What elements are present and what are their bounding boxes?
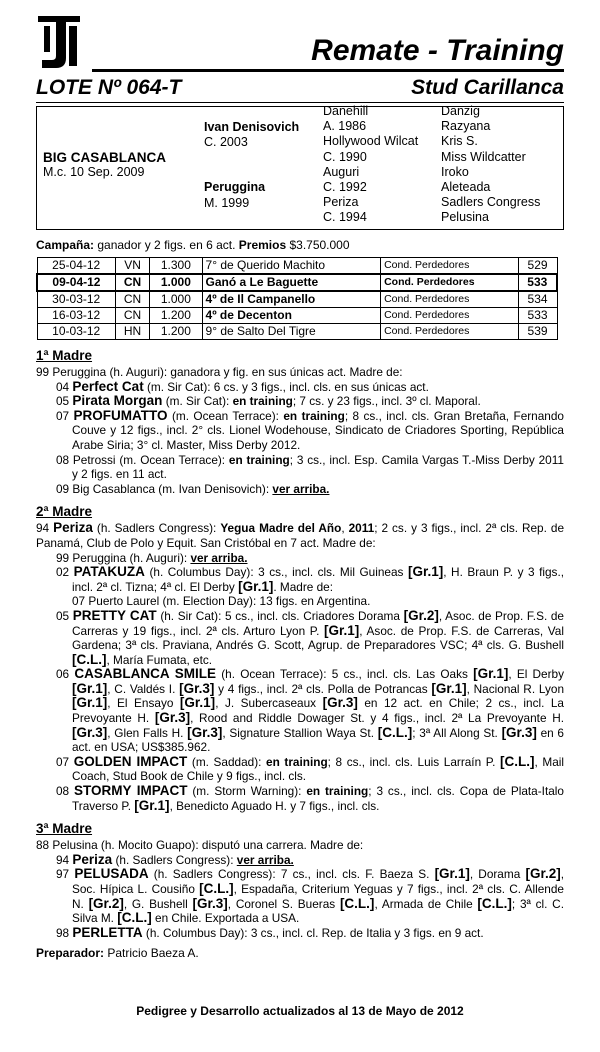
sire-name: Ivan Denisovich: [204, 120, 300, 134]
race-distance: 1.300: [150, 258, 202, 275]
ped-col4-line: Miss Wildcatter: [441, 149, 526, 164]
produce-entry: [36, 380, 564, 395]
produce-entry: [36, 867, 564, 925]
race-row: [37, 274, 557, 291]
grade-label: [Gr.3]: [192, 895, 228, 911]
text-run: 05: [56, 608, 73, 623]
horse-info: M.c. 10 Sep. 2009: [43, 165, 145, 180]
campaign-summary: [36, 238, 564, 252]
produce-name: PELUSADA: [74, 866, 149, 882]
ped-col4-line: Kris S.: [441, 134, 478, 149]
trainer-name: Patricio Baeza A.: [104, 946, 199, 961]
ped-col4-line: Sadlers Congress: [441, 195, 541, 210]
madre3-title: 3ª Madre: [36, 821, 93, 837]
text-run: ; 3ª All Along St.: [412, 725, 502, 740]
race-track: HN: [115, 324, 149, 340]
ped-col3-line: Auguri: [323, 164, 360, 179]
text-run: (m. Ocean Terrace):: [167, 408, 284, 423]
text-run: Yegua Madre del Año: [220, 521, 342, 536]
produce-entry: [36, 926, 564, 941]
text-run: 2011: [348, 521, 375, 536]
text-run: 04: [56, 379, 73, 394]
club-logo-icon: [36, 12, 82, 70]
text-run: (h. Sadlers Congress):: [92, 521, 221, 536]
produce-entry: [36, 409, 564, 453]
grade-label: [C.L.]: [72, 651, 107, 667]
ped-col3-line: Danehill: [323, 104, 369, 118]
text-run: (m. Sir Cat): 6 cs. y 3 figs., incl. cls. en sus únicas act.: [143, 379, 429, 394]
text-run: , Coronel S. Bueras: [227, 896, 340, 911]
produce-entry: [36, 565, 564, 594]
race-condition: Cond. Perdedores: [381, 274, 519, 291]
update-footer: Pedigree y Desarrollo actualizados al 13 de Mayo de 2012: [136, 1004, 464, 1018]
text-run: , El Derby: [508, 667, 564, 682]
produce-name: PRETTY CAT: [72, 607, 157, 623]
trainer-line: [36, 946, 564, 960]
text-run: ver arriba.: [272, 481, 330, 496]
race-result: 7° de Querido Machito: [202, 258, 381, 275]
madre3-intro: 88 Pelusina (h. Mocito Guapo): disputó una carrera. Madre de:: [36, 838, 364, 853]
produce-entry: [36, 755, 564, 784]
text-run: 07: [56, 408, 74, 423]
text-run: 94: [36, 521, 54, 536]
text-run: , María Fumata, etc.: [106, 652, 213, 667]
catalog-page: [36, 12, 564, 1042]
race-result: 9° de Salto Del Tigre: [202, 324, 381, 340]
grade-label: [Gr.1]: [179, 695, 216, 711]
produce-entry: [36, 551, 564, 566]
text-run: 08 Petrossi (m. Ocean Terrace):: [56, 452, 229, 467]
race-condition: Cond. Perdedores: [381, 324, 519, 340]
grade-label: [Gr.3]: [501, 724, 537, 740]
text-run: en 6 act. en USA; US$385.962.: [72, 725, 564, 755]
stud-name: Stud Carillanca: [411, 76, 564, 99]
text-run: , Armada de Chile: [374, 896, 478, 911]
pedigree-parents: [204, 120, 299, 211]
text-run: (m. Saddad):: [187, 754, 267, 769]
race-record-table: [36, 257, 558, 340]
trainer-label: Preparador:: [36, 946, 105, 961]
madre2-section: [36, 504, 564, 813]
text-run: , Dorama: [469, 867, 526, 882]
produce-name: Perfect Cat: [72, 378, 144, 394]
produce-name: PATAKUZA: [73, 564, 145, 580]
grade-label: [Gr.1]: [324, 622, 360, 638]
produce-name: CASABLANCA SMILE: [74, 666, 217, 682]
grade-label: [C.L.]: [477, 895, 512, 911]
race-track: VN: [115, 258, 149, 275]
text-run: en training: [266, 754, 328, 769]
pedigree-box: [36, 106, 564, 230]
text-run: , Glen Falls H.: [107, 725, 188, 740]
grade-label: [Gr.2]: [403, 607, 439, 623]
text-run: (h. Sadlers Congress):: [112, 852, 237, 867]
grade-label: [Gr.3]: [179, 680, 215, 696]
title-rule: [92, 69, 564, 72]
text-run: , G. Bushell: [123, 896, 193, 911]
grade-label: [Gr.1]: [134, 797, 170, 813]
lot-header: [36, 75, 564, 101]
text-run: (m. Storm Warning):: [187, 784, 307, 799]
grade-label: [C.L.]: [377, 724, 413, 740]
text-run: , Mail Coach, Stud Book de Chile y 9 figs., incl. cls.: [72, 754, 564, 784]
horse-name: BIG CASABLANCA: [43, 150, 166, 165]
text-run: en 12 act. en Chile; 2 cs., incl. La Prevoyante H.: [72, 696, 564, 726]
grade-label: [Gr.3]: [322, 695, 358, 711]
race-result: Ganó a Le Baguette: [202, 274, 381, 291]
dam-info: M. 1999: [204, 195, 250, 210]
race-result: 4º de Il Campanello: [202, 291, 381, 308]
text-run: , Nacional R. Lyon: [466, 681, 565, 696]
ped-col4-line: Aleteada: [441, 180, 491, 195]
text-run: , H. Braun P. y 3 figs., incl. 2ª cl. Tizna; 4ª cl. El Derby: [72, 565, 565, 594]
lot-rule: [36, 102, 564, 103]
document-title: Remate - Training: [311, 34, 564, 67]
race-distance: 1.000: [150, 274, 202, 291]
grade-label: [Gr.1]: [72, 680, 108, 696]
produce-entry: [36, 482, 564, 497]
grade-label: [C.L.]: [199, 881, 234, 896]
text-run: ,: [341, 521, 349, 536]
text-run: ; 2 cs. y 3 figs., incl. 2ª cls. Rep. de Panamá, Club de Polo y Equit. San Cristóbal en 7 act. Madre de:: [36, 521, 565, 550]
text-run: 08: [56, 784, 75, 799]
ped-col4-line: Pelusina: [441, 210, 489, 225]
text-run: ; 3 cs., incl. Esp. Camila Vargas T.-Miss Derby 2011 y 2 figs. en 11 act.: [72, 452, 564, 482]
text-run: y 4 figs., incl. 2ª cls. Polla de Potrancas: [214, 681, 432, 696]
grade-label: [C.L.]: [499, 753, 535, 769]
pedigree-grandparents: [323, 104, 418, 226]
text-run: 02: [56, 565, 74, 580]
grade-label: [Gr.2]: [88, 895, 124, 911]
produce-name: STORMY IMPACT: [74, 783, 188, 799]
madre2-title: 2ª Madre: [36, 504, 93, 520]
ped-col3-line: Hollywood Wilcat: [323, 134, 419, 149]
grade-label: [Gr.1]: [473, 666, 509, 682]
text-run: , Benedicto Aguado H. y 7 figs., incl. cls.: [169, 798, 380, 813]
text-run: 09 Big Casablanca (m. Ivan Denisovich):: [56, 481, 273, 496]
ped-col3-line: Periza: [323, 195, 359, 210]
text-run: , Soc. Hípica L. Cousiño: [72, 867, 564, 896]
text-run: en training: [228, 452, 290, 467]
text-run: 05: [56, 394, 73, 409]
text-run: . Madre de:: [273, 579, 334, 594]
text-run: ; 8 cs., incl. cls. Luis Larraín P.: [327, 754, 500, 769]
race-condition: Cond. Perdedores: [381, 258, 519, 275]
race-row: [37, 291, 557, 308]
race-track: CN: [115, 291, 149, 308]
ped-col3-line: C. 1990: [323, 149, 367, 164]
prize-value: $3.750.000: [286, 238, 350, 252]
sire-info: C. 2003: [204, 135, 248, 150]
ped-col3-line: C. 1994: [323, 210, 367, 225]
produce-name: PERLETTA: [72, 924, 143, 940]
text-run: , Espadaña, Criterium Yeguas y 7 figs., incl. 2ª cls. C. Allende N.: [72, 882, 564, 911]
pedigree-great-grandparents: [441, 104, 540, 226]
race-track: CN: [115, 308, 149, 324]
text-run: (m. Sir Cat):: [162, 394, 233, 409]
text-run: en training: [283, 408, 345, 423]
text-run: ; 8 cs., incl. cls. Gran Bretaña, Fernando Couve y 12 figs., incl. 2° cls. Lionel Wodehouse, Sindicato de Criadores Sporting, República Arabe Siria; 3° cl. Master, Miss Derby 2012.: [72, 408, 564, 452]
text-run: , Signature Stallion Waya St.: [222, 725, 378, 740]
ped-col4-line: Danzig: [441, 104, 480, 118]
text-run: (h. Sadlers Congress): 7 cs., incl. cls. F. Baeza S.: [148, 867, 435, 882]
text-run: 97: [56, 867, 75, 882]
race-distance: 1.000: [150, 291, 202, 308]
text-run: 99 Peruggina (h. Auguri):: [56, 550, 191, 565]
grade-label: [Gr.3]: [72, 724, 108, 740]
race-date: 16-03-12: [37, 308, 115, 324]
text-run: ver arriba.: [190, 550, 248, 565]
text-run: , El Ensayo: [107, 696, 180, 711]
madre3-produce: [36, 853, 564, 941]
text-run: , C. Valdés I.: [107, 681, 180, 696]
race-date: 10-03-12: [37, 324, 115, 340]
grade-label: [Gr.1]: [72, 695, 108, 711]
text-run: en Chile. Exportada a USA.: [151, 911, 300, 926]
race-result: 4º de Decenton: [202, 308, 381, 324]
lot-number: LOTE Nº 064-T: [36, 76, 182, 99]
madre1-produce: [36, 380, 564, 497]
produce-name: GOLDEN IMPACT: [73, 753, 188, 769]
text-run: (h. Ocean Terrace): 5 cs., incl. cls. Las Oaks: [216, 667, 474, 682]
grade-label: [Gr.3]: [187, 724, 223, 740]
ped-col3-line: A. 1986: [323, 119, 367, 134]
race-date: 25-04-12: [37, 258, 115, 275]
race-condition: Cond. Perdedores: [381, 291, 519, 308]
race-number: 533: [518, 308, 557, 324]
produce-entry: [36, 394, 564, 409]
grade-label: [Gr.1]: [238, 578, 274, 594]
text-run: , Asoc. de Prop. F.S. de Carreras y 19 figs., incl. 2ª cls. Arturo Lyon P.: [72, 608, 564, 638]
text-run: 07: [56, 754, 74, 769]
race-condition: Cond. Perdedores: [381, 308, 519, 324]
produce-name: Periza: [72, 851, 113, 867]
race-number: 529: [518, 258, 557, 275]
text-run: 06: [56, 667, 75, 682]
grade-label: [Gr.1]: [407, 564, 444, 580]
madre3-section: [36, 821, 564, 940]
madre1-section: [36, 348, 564, 496]
text-run: (h. Columbus Day): 3 cs., incl. cls. Mil Guineas: [144, 565, 408, 580]
produce-name: PROFUMATTO: [73, 407, 168, 423]
produce-entry: [36, 609, 564, 667]
prize-label: Premios: [238, 238, 287, 252]
madre1-title: 1ª Madre: [36, 348, 93, 363]
race-distance: 1.200: [150, 324, 202, 340]
produce-name: Pirata Morgan: [72, 393, 163, 409]
grade-label: [Gr.1]: [431, 680, 467, 696]
text-run: ; 3ª cl. C. Silva M.: [72, 896, 564, 926]
race-number: 533: [518, 274, 557, 291]
text-run: (h. Sir Cat): 5 cs., incl. cls. Criadores Dorama: [156, 608, 404, 623]
text-run: 94: [56, 852, 73, 867]
text-run: ; 7 cs. y 23 figs., incl. 3º cl. Maporal.: [292, 394, 481, 409]
race-date: 30-03-12: [37, 291, 115, 308]
text-run: (h. Columbus Day): 3 cs., incl. cl. Rep. de Italia y 3 figs. en 9 act.: [142, 925, 484, 940]
race-row: [37, 324, 557, 340]
ped-col3-line: C. 1992: [323, 180, 367, 195]
race-number: 539: [518, 324, 557, 340]
ped-col4-line: Razyana: [441, 119, 491, 134]
page-header: [36, 12, 564, 74]
produce-subentry: 07 Puerto Laurel (m. Election Day): 13 figs. en Argentina.: [72, 594, 371, 609]
race-distance: 1.200: [150, 308, 202, 324]
horse-cell: [43, 150, 166, 180]
madre1-intro: 99 Peruggina (h. Auguri): ganadora y fig. en sus únicas act. Madre de:: [36, 365, 403, 379]
text-run: , Rood and Riddle Dowager St. y 4 figs., incl. 2ª La Prevoyante H.: [190, 711, 564, 726]
produce-entry: [36, 784, 564, 813]
dam-name: Peruggina: [204, 180, 266, 195]
race-row: [37, 258, 557, 275]
text-run: ; 3 cs., incl. cls. Copa de Plata-Italo Traverso P.: [72, 784, 564, 813]
produce-entry: [36, 453, 564, 482]
text-run: , Asoc. de Prop. F.S. de Carreras, Val Gardena; 3ª cls. Praviana, Andrés G. Scott, Agrup. de Preparadores VSC; 4ª cls. G. Bushell: [72, 623, 564, 653]
text-run: en training: [306, 784, 369, 799]
madre2-intro: [36, 521, 564, 550]
race-date: 09-04-12: [37, 274, 115, 291]
produce-entry: [36, 853, 564, 868]
grade-label: [C.L.]: [339, 895, 375, 911]
race-number: 534: [518, 291, 557, 308]
grade-label: [Gr.1]: [434, 866, 470, 882]
race-track: CN: [115, 274, 149, 291]
text-run: 98: [56, 925, 73, 940]
grade-label: [C.L.]: [117, 910, 152, 926]
campaign-text: ganador y 2 figs. en 6 act.: [94, 238, 239, 252]
text-run: ver arriba.: [236, 852, 294, 867]
produce-name: Periza: [53, 520, 93, 536]
grade-label: [Gr.3]: [154, 710, 191, 726]
race-row: [37, 308, 557, 324]
text-run: , J. Subercaseaux: [215, 696, 323, 711]
grade-label: [Gr.2]: [525, 866, 561, 882]
campaign-label: Campaña:: [36, 238, 95, 252]
text-run: en training: [232, 394, 293, 409]
produce-entry: [36, 667, 564, 755]
madre2-produce: [36, 551, 564, 814]
ped-col4-line: Iroko: [441, 164, 469, 179]
